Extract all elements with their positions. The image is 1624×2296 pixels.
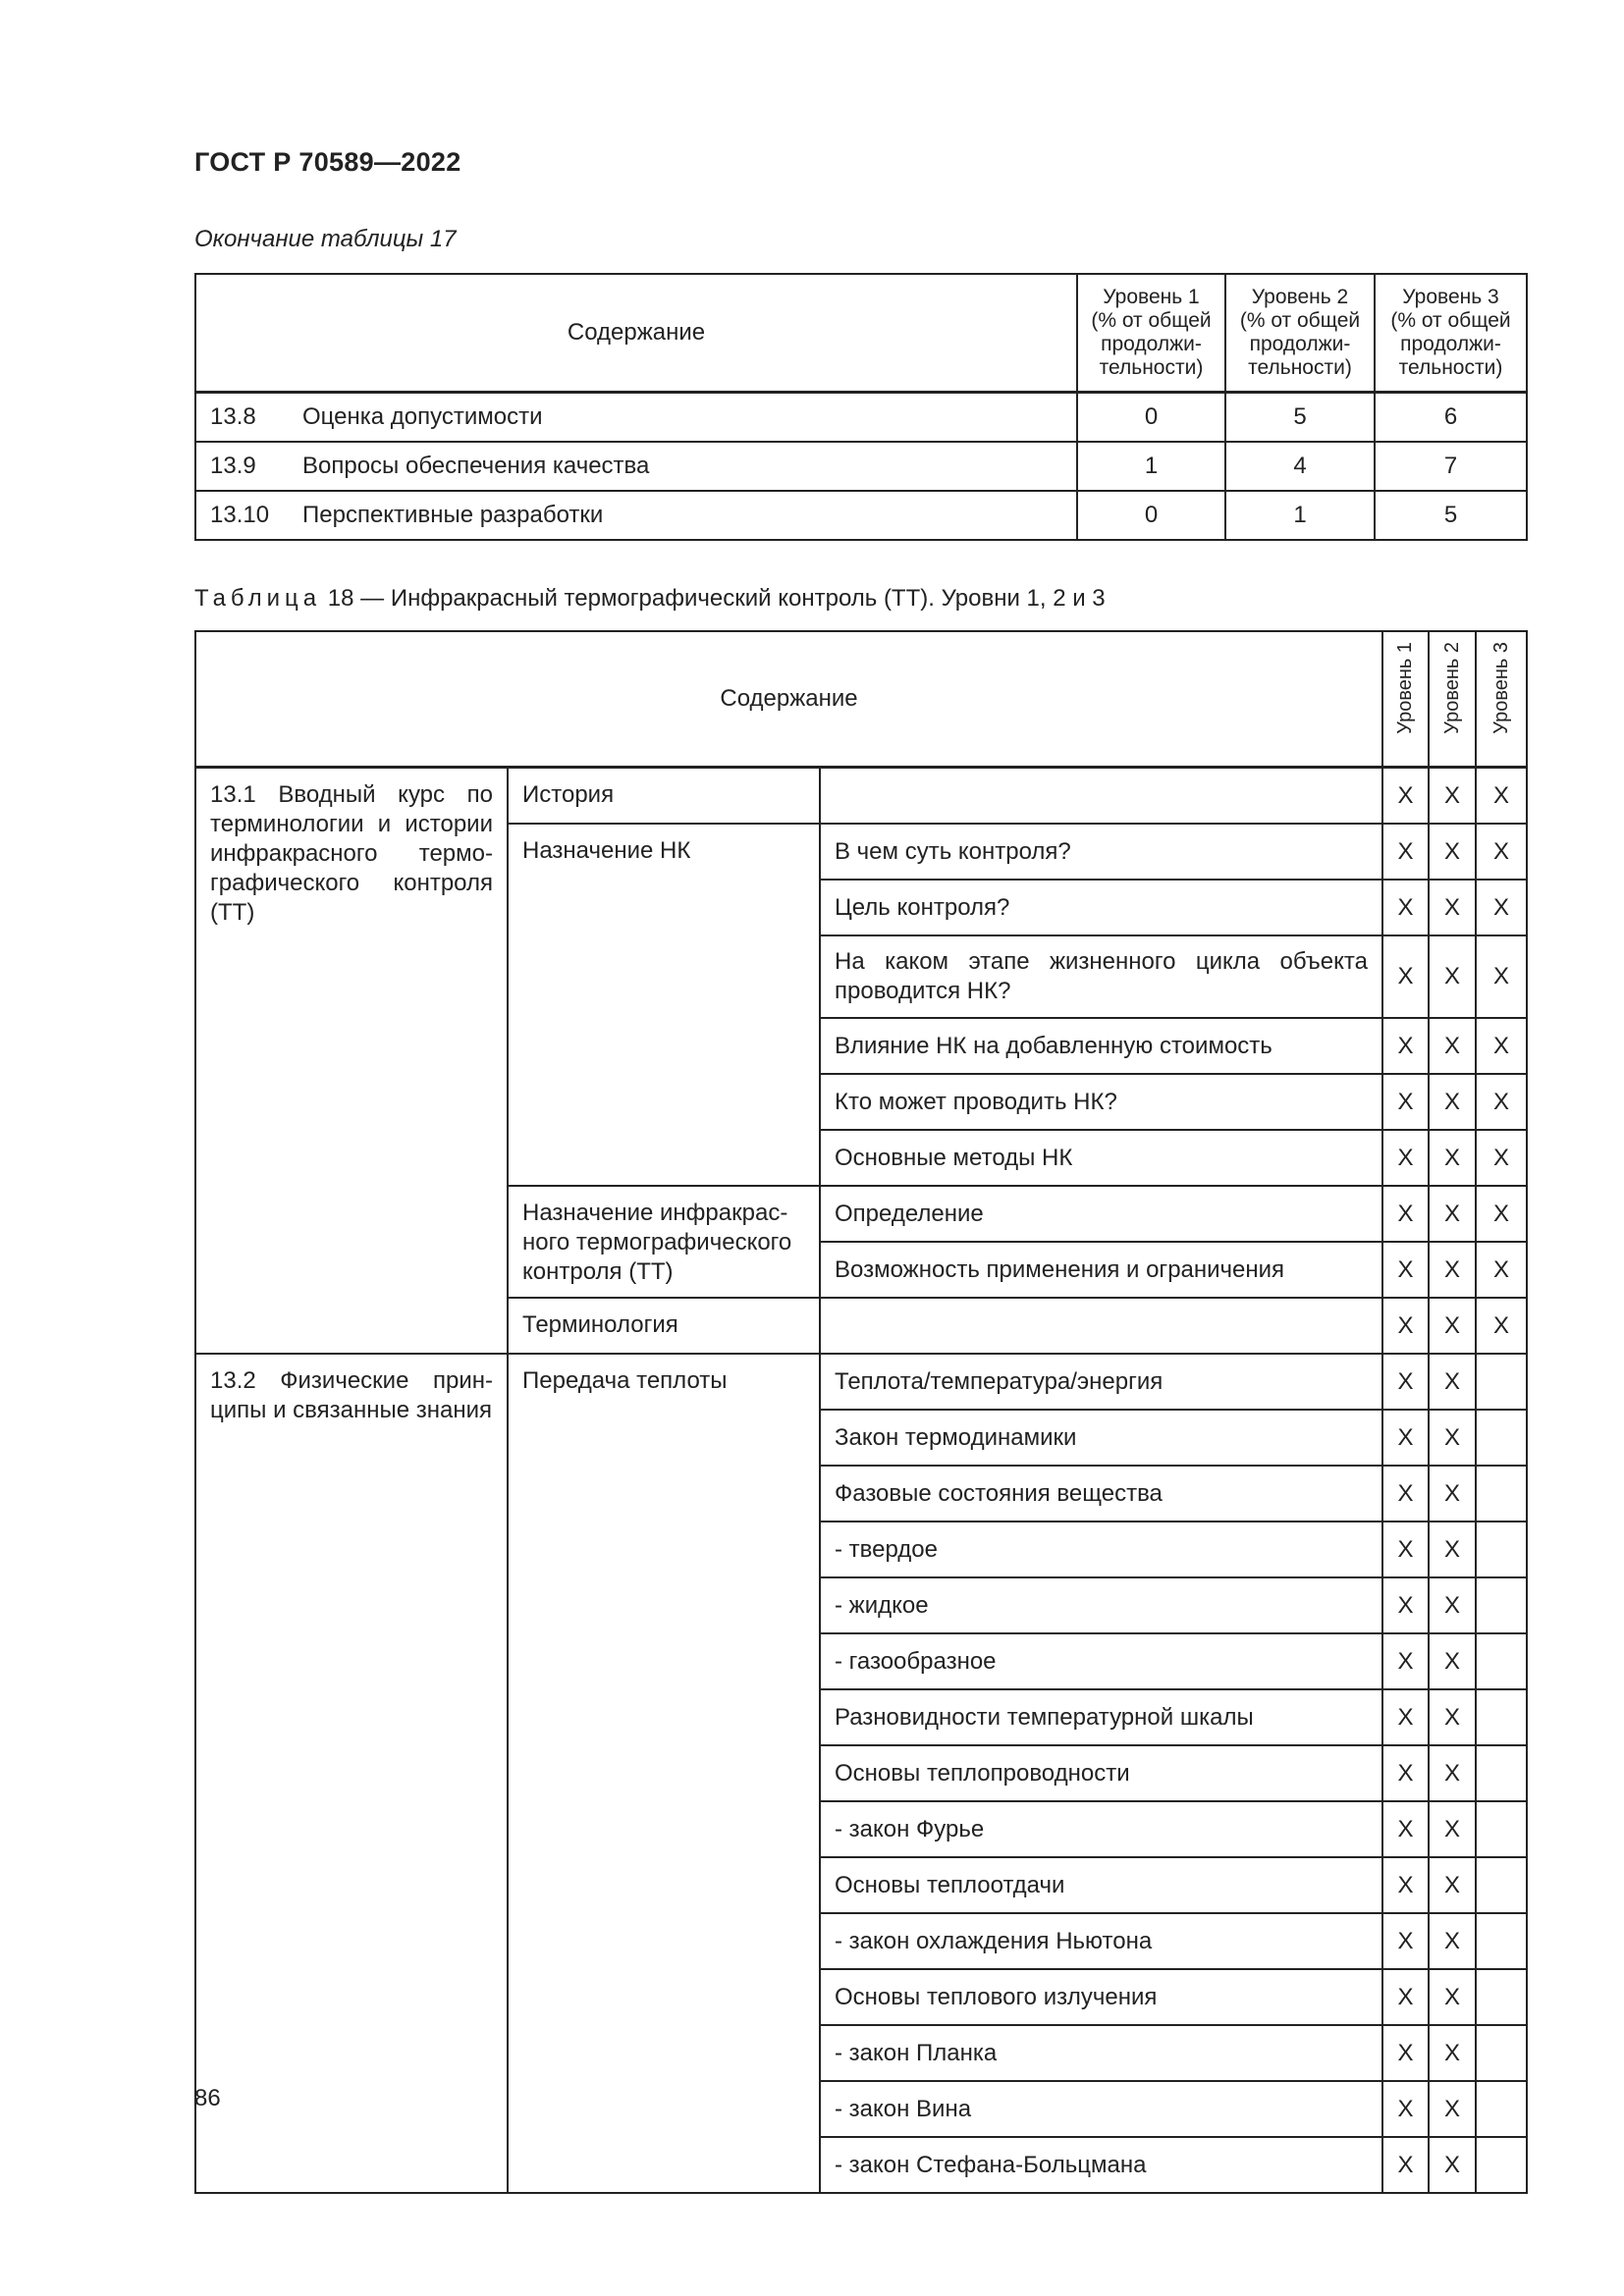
level-3-mark [1476, 1354, 1527, 1410]
level-1-mark: X [1382, 1298, 1429, 1354]
topic-cell: История [508, 768, 820, 825]
level-2-mark: X [1429, 1913, 1476, 1969]
item-cell: Закон термодинамики [820, 1410, 1382, 1466]
level-1-mark: X [1382, 2137, 1429, 2193]
level-2-mark: X [1429, 2137, 1476, 2193]
item-cell: Влияние НК на добавленную стоимость [820, 1018, 1382, 1074]
item-cell: - закон Стефана-Больцмана [820, 2137, 1382, 2193]
table18 [194, 630, 1528, 2194]
table18-header-level-3 [1476, 631, 1527, 768]
level-3-mark [1476, 1745, 1527, 1801]
level-2-mark: X [1429, 2025, 1476, 2081]
level-3-mark: X [1476, 1130, 1527, 1186]
level-1-mark: X [1382, 1410, 1429, 1466]
level-3-value: 5 [1375, 491, 1527, 540]
level-3-mark [1476, 1689, 1527, 1745]
level-1-mark: X [1382, 1186, 1429, 1242]
topic-cell: Назначение инфракрасного термографического контроля (ТТ) [508, 1186, 820, 1298]
topic-cell: Терминология [508, 1298, 820, 1354]
level-3-mark: X [1476, 1074, 1527, 1130]
section-title: 13.1 Вводный курс по терминологии и истории инфракрасного термографического контроля (ТТ) [195, 768, 508, 1355]
header-line: (% от общей [1239, 309, 1361, 332]
document-standard-header: ГОСТ Р 70589—2022 [194, 147, 461, 177]
level-3-mark: X [1476, 935, 1527, 1018]
level-2-mark: X [1429, 1745, 1476, 1801]
table17-header-level-3 [1375, 274, 1527, 393]
row-title: Вопросы обеспечения качества [302, 453, 650, 479]
level-3-mark [1476, 1857, 1527, 1913]
item-cell: Основы теплопроводности [820, 1745, 1382, 1801]
level-3-mark [1476, 1410, 1527, 1466]
header-line: продолжи- [1101, 333, 1202, 355]
item-cell: Цель контроля? [820, 880, 1382, 935]
level-2-mark: X [1429, 1633, 1476, 1689]
item-cell: В чем суть контроля? [820, 824, 1382, 880]
header-line: Уровень 1 [1103, 286, 1200, 308]
header-line: тельности) [1099, 356, 1204, 379]
table18-caption-word: Таблица [194, 585, 322, 612]
level-1-value: 0 [1077, 393, 1225, 443]
table-row [195, 442, 1527, 491]
level-1-value: 0 [1077, 491, 1225, 540]
level-2-mark: X [1429, 1410, 1476, 1466]
table17-header-level-1 [1077, 274, 1225, 393]
level-1-mark: X [1382, 1466, 1429, 1522]
table-row [195, 491, 1527, 540]
level-2-mark: X [1429, 1857, 1476, 1913]
row-title: Оценка допустимости [302, 403, 543, 430]
level-1-mark: X [1382, 1577, 1429, 1633]
level-1-mark: X [1382, 2025, 1429, 2081]
level-2-mark: X [1429, 935, 1476, 1018]
table17-continuation-label: Окончание таблицы 17 [194, 226, 457, 252]
level-3-mark: X [1476, 1298, 1527, 1354]
level-1-mark: X [1382, 1745, 1429, 1801]
item-cell: - закон Планка [820, 2025, 1382, 2081]
header-line: (% от общей [1091, 309, 1212, 332]
table17-header-content: Содержание [195, 274, 1077, 393]
level-2-mark: X [1429, 1522, 1476, 1577]
header-line: тельности) [1248, 356, 1352, 379]
item-cell: Основы теплоотдачи [820, 1857, 1382, 1913]
level-2-value: 1 [1225, 491, 1375, 540]
item-cell: - закон Вина [820, 2081, 1382, 2137]
item-cell: - газообразное [820, 1633, 1382, 1689]
header-line: Уровень 2 [1251, 286, 1349, 308]
level-3-value: 6 [1375, 393, 1527, 443]
level-1-mark: X [1382, 1689, 1429, 1745]
item-cell: Основные методы НК [820, 1130, 1382, 1186]
row-number: 13.9 [210, 453, 256, 479]
level-2-mark: X [1429, 824, 1476, 880]
table17-header-level-2 [1225, 274, 1375, 393]
row-number: 13.10 [210, 502, 270, 528]
level-2-mark: X [1429, 1130, 1476, 1186]
level-3-mark: X [1476, 768, 1527, 825]
item-cell: На каком этапе жизненного цикла объекта проводится НК? [820, 935, 1382, 1018]
level-1-mark: X [1382, 1018, 1429, 1074]
level-3-mark: X [1476, 880, 1527, 935]
topic-cell: Передача теплоты [508, 1354, 820, 2193]
header-line: продолжи- [1249, 333, 1351, 355]
level-1-value: 1 [1077, 442, 1225, 491]
level-3-mark [1476, 1801, 1527, 1857]
item-cell: - жидкое [820, 1577, 1382, 1633]
table17-header-row [195, 274, 1527, 393]
level-1-mark: X [1382, 1633, 1429, 1689]
level-1-mark: X [1382, 935, 1429, 1018]
level-3-mark: X [1476, 1018, 1527, 1074]
item-cell [820, 1298, 1382, 1354]
level-3-mark: X [1476, 824, 1527, 880]
level-3-mark [1476, 1969, 1527, 2025]
level-2-mark: X [1429, 2081, 1476, 2137]
level-2-mark: X [1429, 1354, 1476, 1410]
level-2-mark: X [1429, 1242, 1476, 1298]
item-cell: - твердое [820, 1522, 1382, 1577]
table17-end [194, 273, 1528, 541]
level-3-mark [1476, 1633, 1527, 1689]
page-number: 86 [194, 2085, 221, 2111]
level-2-mark: X [1429, 1298, 1476, 1354]
level-1-mark: X [1382, 2081, 1429, 2137]
level-1-mark: X [1382, 1969, 1429, 2025]
table-row [195, 1354, 1527, 1410]
item-cell: Теплота/температура/энергия [820, 1354, 1382, 1410]
level-1-mark: X [1382, 1801, 1429, 1857]
level-3-mark [1476, 1466, 1527, 1522]
level-1-mark: X [1382, 1354, 1429, 1410]
item-cell: Разновидности температурной шкалы [820, 1689, 1382, 1745]
level-3-mark: X [1476, 1242, 1527, 1298]
level-2-mark: X [1429, 1969, 1476, 2025]
level-3-mark: X [1476, 1186, 1527, 1242]
table18-header-level-2 [1429, 631, 1476, 768]
table18-body [195, 631, 1527, 2193]
vertical-level-label: Уровень 3 [1489, 642, 1512, 734]
table17-row-content [195, 442, 1077, 491]
header-line: (% от общей [1390, 309, 1511, 332]
level-2-value: 5 [1225, 393, 1375, 443]
table17-row-content [195, 491, 1077, 540]
level-1-mark: X [1382, 1130, 1429, 1186]
level-3-mark [1476, 1913, 1527, 1969]
level-2-mark: X [1429, 1074, 1476, 1130]
level-1-mark: X [1382, 880, 1429, 935]
level-2-mark: X [1429, 1018, 1476, 1074]
item-cell: Кто может проводить НК? [820, 1074, 1382, 1130]
level-2-mark: X [1429, 1801, 1476, 1857]
level-3-mark [1476, 2081, 1527, 2137]
item-cell: Возможность применения и ограничения [820, 1242, 1382, 1298]
header-line: тельности) [1398, 356, 1503, 379]
item-cell: - закон Фурье [820, 1801, 1382, 1857]
row-title: Перспективные разработки [302, 502, 604, 528]
item-cell: Определение [820, 1186, 1382, 1242]
level-1-mark: X [1382, 1857, 1429, 1913]
row-number: 13.8 [210, 403, 256, 430]
level-3-mark [1476, 1577, 1527, 1633]
header-line: продолжи- [1400, 333, 1501, 355]
level-1-mark: X [1382, 1074, 1429, 1130]
item-cell: Фазовые состояния вещества [820, 1466, 1382, 1522]
table17-body [195, 274, 1527, 540]
item-cell [820, 768, 1382, 825]
item-cell: Основы теплового излучения [820, 1969, 1382, 2025]
vertical-level-label: Уровень 1 [1394, 642, 1416, 734]
level-2-mark: X [1429, 1466, 1476, 1522]
level-3-mark [1476, 2025, 1527, 2081]
level-3-mark [1476, 2137, 1527, 2193]
table-row [195, 393, 1527, 443]
topic-cell: Назначение НК [508, 824, 820, 1186]
level-3-value: 7 [1375, 442, 1527, 491]
item-cell: - закон охлаждения Ньютона [820, 1913, 1382, 1969]
table18-header-content: Содержание [195, 631, 1382, 768]
table-row [195, 768, 1527, 825]
level-1-mark: X [1382, 824, 1429, 880]
level-2-mark: X [1429, 1577, 1476, 1633]
level-1-mark: X [1382, 1522, 1429, 1577]
section-title: 13.2 Физические принципы и связанные знания [195, 1354, 508, 2193]
table18-header-level-1 [1382, 631, 1429, 768]
header-line: Уровень 3 [1402, 286, 1499, 308]
level-1-mark: X [1382, 1913, 1429, 1969]
table18-caption-text: 18 — Инфракрасный термографический контроль (ТТ). Уровни 1, 2 и 3 [327, 585, 1106, 612]
table18-header-row [195, 631, 1527, 768]
level-1-mark: X [1382, 768, 1429, 825]
level-2-mark: X [1429, 880, 1476, 935]
table18-caption [194, 585, 1106, 613]
level-2-value: 4 [1225, 442, 1375, 491]
level-2-mark: X [1429, 1186, 1476, 1242]
level-2-mark: X [1429, 768, 1476, 825]
table17-row-content [195, 393, 1077, 443]
level-1-mark: X [1382, 1242, 1429, 1298]
vertical-level-label: Уровень 2 [1440, 642, 1463, 734]
level-2-mark: X [1429, 1689, 1476, 1745]
level-3-mark [1476, 1522, 1527, 1577]
